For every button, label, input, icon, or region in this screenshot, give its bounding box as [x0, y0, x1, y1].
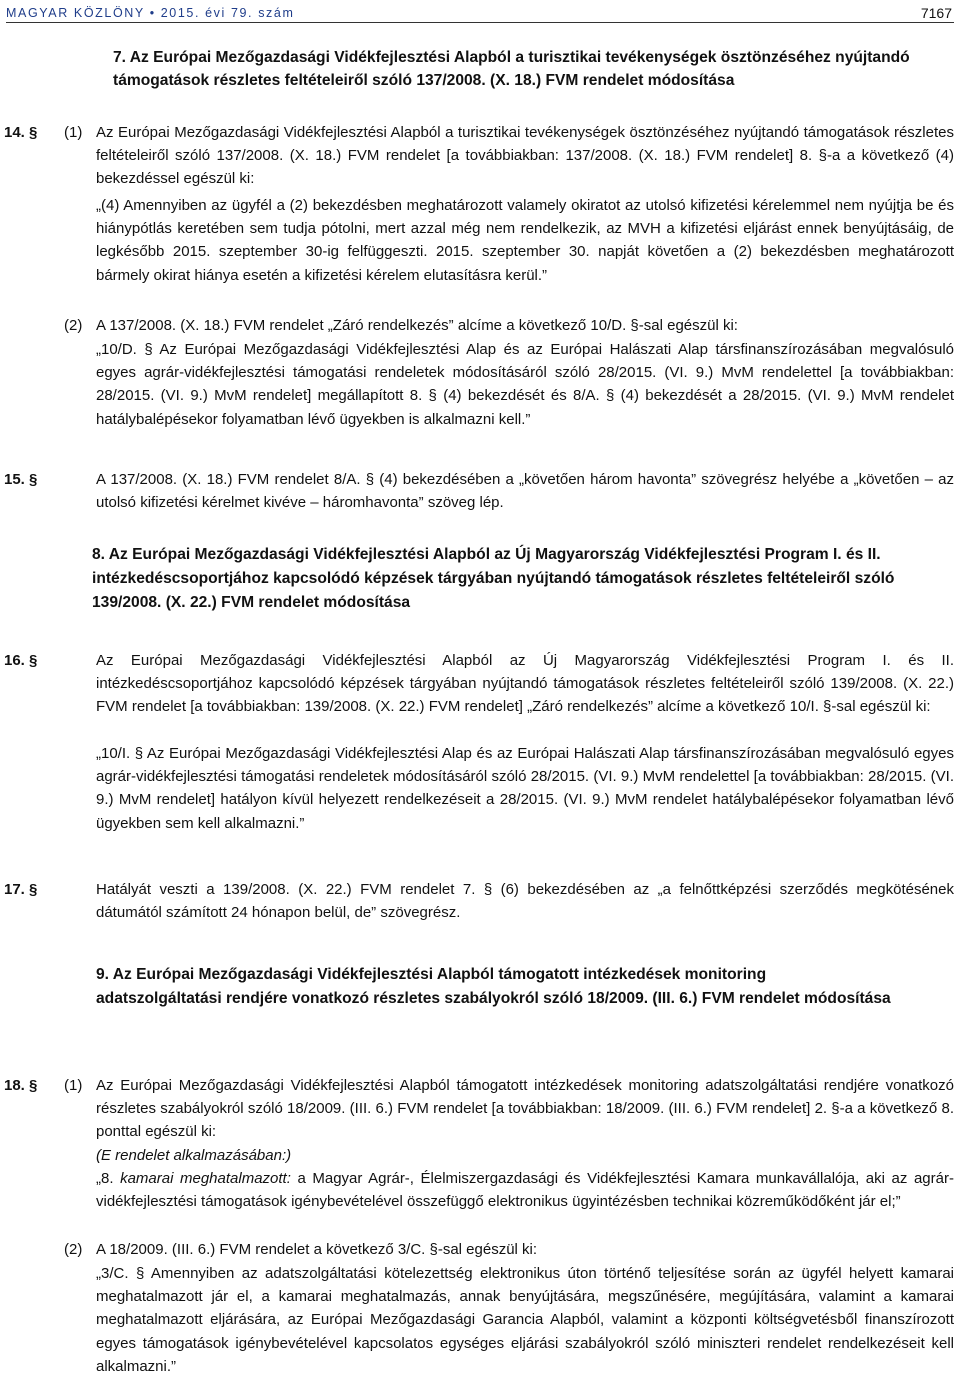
subsection-14-2-number: (2) — [64, 317, 83, 334]
section-18-1-text: Az Európai Mezőgazdasági Vidékfejlesztési Alapból támogatott intézkedések monitoring adatszolgáltatási rendjére vonatkozó részletes szabályokról szóló 18/2009. (III. 6.) FVM rendelet [a továbbiakban: 18/2009. (III. 6.) FVM rendelet] 2. §-a a következő 8. ponttal egészül ki: — [96, 1077, 954, 1141]
subsection-14-1-number: (1) — [64, 124, 83, 141]
chapter-title-9: 9. Az Európai Mezőgazdasági Vidékfejlesztési Alapból támogatott intézkedések monitoring adatszolgáltatási rendjére vonatkozó részletes szabályokról szóló 18/2009. (III. 6.) FVM rendelet módosítása — [96, 966, 891, 1007]
quote-start: „8. — [96, 1170, 121, 1187]
section-number-18: 18. § — [4, 1077, 38, 1094]
chapter-title-7: 7. Az Európai Mezőgazdasági Vidékfejlesztési Alapból a turisztikai tevékenységek ösztönzéséhez nyújtandó támogatások részletes feltételeiről szóló 137/2008. (X. 18.) FVM rendelet módosítása — [113, 49, 910, 89]
subsection-18-1-number: (1) — [64, 1077, 83, 1094]
page-header — [6, 0, 954, 23]
chapter-title-8: 8. Az Európai Mezőgazdasági Vidékfejlesztési Alapból az Új Magyarország Vidékfejlesztési Program I. és II. intézkedéscsoportjához kapcsolódó képzések tárgyában nyújtandó támogatások részletes feltételeiről szóló 139/2008. (X. 22.) FVM rendelet módosítása — [92, 546, 895, 611]
section-18-1-note: (E rendelet alkalmazásában:) — [96, 1147, 292, 1164]
section-18-2-text: A 18/2009. (III. 6.) FVM rendelet a következő 3/C. §-sal egészül ki: — [96, 1241, 538, 1258]
section-16-quote: „10/I. § Az Európai Mezőgazdasági Vidékfejlesztési Alap és az Európai Halászati Alap társfinanszírozásában megvalósuló egyes agrár-vidékfejlesztési támogatási rendeletek módosításáról szóló 28/2015. (VI. 9.) MvM rendelettel [a továbbiakban: 28/2015. (VI. 9.) MvM rendelet] hatályon kívül helyezett rendelkezéseit a 28/2015. (VI. 9.) MvM rendelet hatálybalépésekor folyamatban lévő ügyekben sem kell alkalmazni.” — [96, 745, 954, 832]
section-16-text: Az Európai Mezőgazdasági Vidékfejlesztési Alapból az Új Magyarország Vidékfejlesztési Program I. és II. intézkedéscsoportjához kapcsolódó képzések tárgyában nyújtandó támogatások részletes feltételeiről szóló 139/2008. (X. 22.) FVM rendelet [a továbbiakban: 139/2008. (X. 22.) FVM rendelet] „Záró rendelkezés” alcíme a következő 10/I. §-sal egészül ki: — [96, 652, 954, 716]
quote-rest: a Magyar Agrár-, Élelmiszergazdasági és Vidékfejlesztési Kamara munkavállalója, aki az agrár-vidékfejlesztési támogatások igénybevételével összefüggő elektronikus ügyintézésben technikai közreműködőként jár el;” — [96, 1170, 954, 1211]
defined-term: kamarai meghatalmazott: — [120, 1170, 291, 1187]
subsection-18-2-number: (2) — [64, 1241, 83, 1258]
section-18-1-quote — [96, 1167, 954, 1213]
section-14-1-quote: „(4) Amennyiben az ügyfél a (2) bekezdésben meghatározott valamely okiratot az utolsó kifizetési kérelemmel nem nyújtja be és hiánypótlás keretében sem tudja pótolni, mert azzal még nem rendelkezik, az MVH a kifizetési eljárást ennek benyújtásáig, de legkésőbb 2015. szeptember 30-ig felfüggeszti. 2015. szeptember 30. napját követően a (2) bekezdésben meghatározott bármely okirat hiánya esetén a kifizetési kérelem elutasításra kerül.” — [96, 197, 954, 284]
section-number-17: 17. § — [4, 881, 38, 898]
section-number-15: 15. § — [4, 471, 38, 488]
section-18-2-quote: „3/C. § Amennyiben az adatszolgáltatási kötelezettség elektronikus úton történő teljesítése során az ügyfél helyett kamarai meghatalmazott jár el, a kamarai meghatalmazás, annak benyújtására, megszűnésére, megújítására, valamint a kamarai meghatalmazott eljárására, az Európai Mezőgazdasági Garancia Alapból, valamint a központi költségvetésből finanszírozott egyes támogatások igénybevételével kapcsolatos egységes eljárási szabályokról szóló miniszteri rendelet rendelkezéseit kell alkalmazni.” — [96, 1265, 954, 1375]
section-number-16: 16. § — [4, 652, 38, 669]
section-17-text: Hatályát veszti a 139/2008. (X. 22.) FVM rendelet 7. § (6) bekezdésében az „a felnőttképzési szerződés megkötésének dátumától számított 24 hónapon belül, de” szövegrész. — [96, 881, 954, 922]
section-14-2-text: A 137/2008. (X. 18.) FVM rendelet „Záró rendelkezés” alcíme a következő 10/D. §-sal egészül ki: — [96, 317, 738, 334]
section-14-1-text: Az Európai Mezőgazdasági Vidékfejlesztési Alapból a turisztikai tevékenységek ösztönzéséhez nyújtandó támogatások részletes feltételeiről szóló 137/2008. (X. 18.) FVM rendelet [a továbbiakban: 137/2008. (X. 18.) FVM rendelet] 8. §-a a következő (4) bekezdéssel egészül ki: — [96, 124, 954, 188]
section-number-14: 14. § — [4, 124, 38, 141]
section-14-2-quote: „10/D. § Az Európai Mezőgazdasági Vidékfejlesztési Alap és az Európai Halászati Alap társfinanszírozásában megvalósuló egyes agrár-vidékfejlesztési támogatási rendeletek módosításáról szóló 28/2015. (VI. 9.) MvM rendelettel [a továbbiakban: 28/2015. (VI. 9.) MvM rendelet] megállapított 8. § (4) bekezdését és 8/A. § (4) bekezdését a 28/2015. (VI. 9.) MvM rendelet hatálybalépésekor folyamatban lévő ügyekben is alkalmazni kell.” — [96, 341, 954, 428]
section-15-text: A 137/2008. (X. 18.) FVM rendelet 8/A. § (4) bekezdésében a „követően három havonta” szövegrész helyébe a „követően – az utolsó kifizetési kérelmet kivéve – háromhavonta” szöveg lép. — [96, 471, 954, 512]
journal-name: MAGYAR KÖZLÖNY • 2015. évi 79. szám — [6, 6, 295, 20]
page-number: 7167 — [920, 5, 952, 21]
